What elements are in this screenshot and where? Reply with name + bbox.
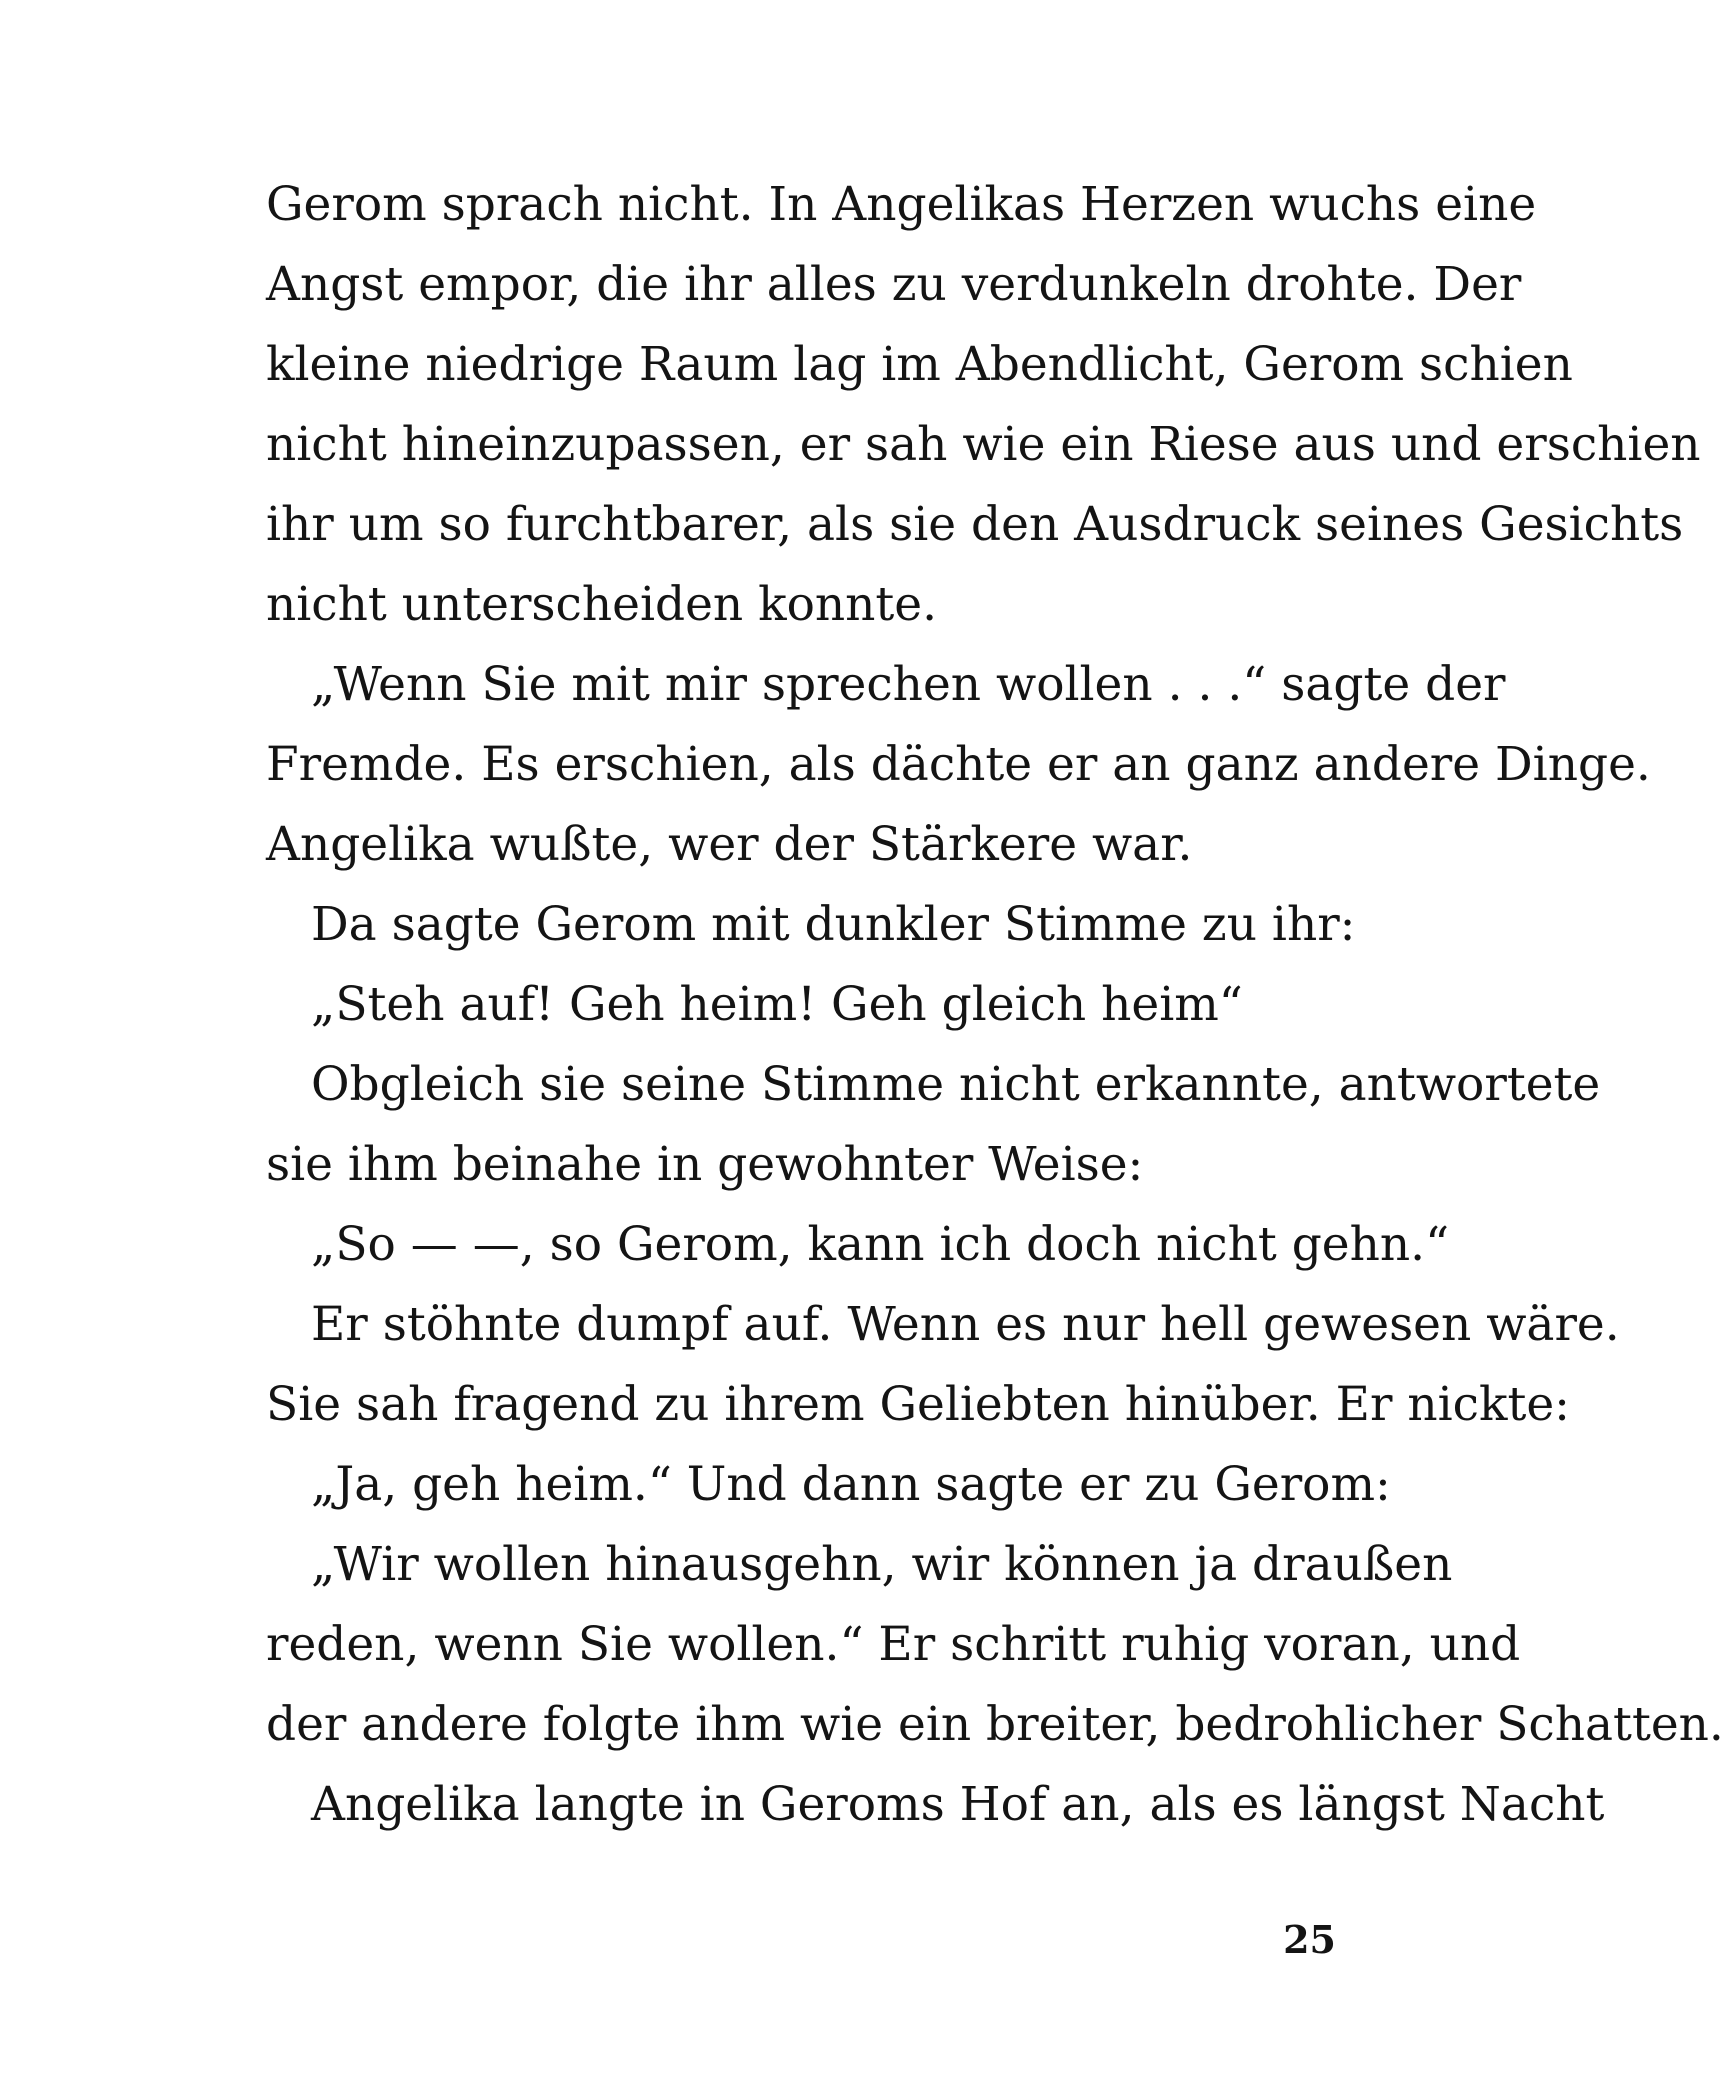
text-line: Angelika langte in Geroms Hof an, als es längst Nacht: [311, 1777, 1605, 1832]
text-line: kleine niedrige Raum lag im Abendlicht, Gerom schien: [266, 337, 1573, 392]
text-line: nicht hineinzupassen, er sah wie ein Riese aus und erschien: [266, 417, 1701, 472]
text-line: „Steh auf! Geh heim! Geh gleich heim“: [311, 977, 1243, 1032]
text-line: Angelika wußte, wer der Stärkere war.: [266, 817, 1193, 872]
text-line: Angst empor, die ihr alles zu verdunkeln drohte. Der: [266, 257, 1522, 312]
text-line: Obgleich sie seine Stimme nicht erkannte, antwortete: [311, 1057, 1601, 1112]
text-line: nicht unterscheiden konnte.: [266, 577, 938, 632]
text-line: Gerom sprach nicht. In Angelikas Herzen wuchs eine: [266, 177, 1537, 232]
text-line: Da sagte Gerom mit dunkler Stimme zu ihr:: [311, 897, 1356, 952]
page-number: 25: [1283, 1917, 1336, 1962]
text-line: „So — —, so Gerom, kann ich doch nicht gehn.“: [311, 1217, 1450, 1272]
text-line: Er stöhnte dumpf auf. Wenn es nur hell gewesen wäre.: [311, 1297, 1620, 1352]
text-line: reden, wenn Sie wollen.“ Er schritt ruhig voran, und: [266, 1617, 1521, 1672]
text-line: sie ihm beinahe in gewohnter Weise:: [266, 1137, 1144, 1192]
text-line: Fremde. Es erschien, als dächte er an ganz andere Dinge.: [266, 737, 1651, 792]
text-line: ihr um so furchtbarer, als sie den Ausdruck seines Gesichts: [266, 497, 1684, 552]
text-line: „Ja, geh heim.“ Und dann sagte er zu Gerom:: [311, 1457, 1391, 1512]
text-line: der andere folgte ihm wie ein breiter, bedrohlicher Schatten.: [266, 1697, 1724, 1752]
text-line: „Wenn Sie mit mir sprechen wollen . . .“ sagte der: [311, 657, 1506, 712]
text-line: Sie sah fragend zu ihrem Geliebten hinüber. Er nickte:: [266, 1377, 1570, 1432]
text-line: „Wir wollen hinausgehn, wir können ja draußen: [311, 1537, 1453, 1592]
